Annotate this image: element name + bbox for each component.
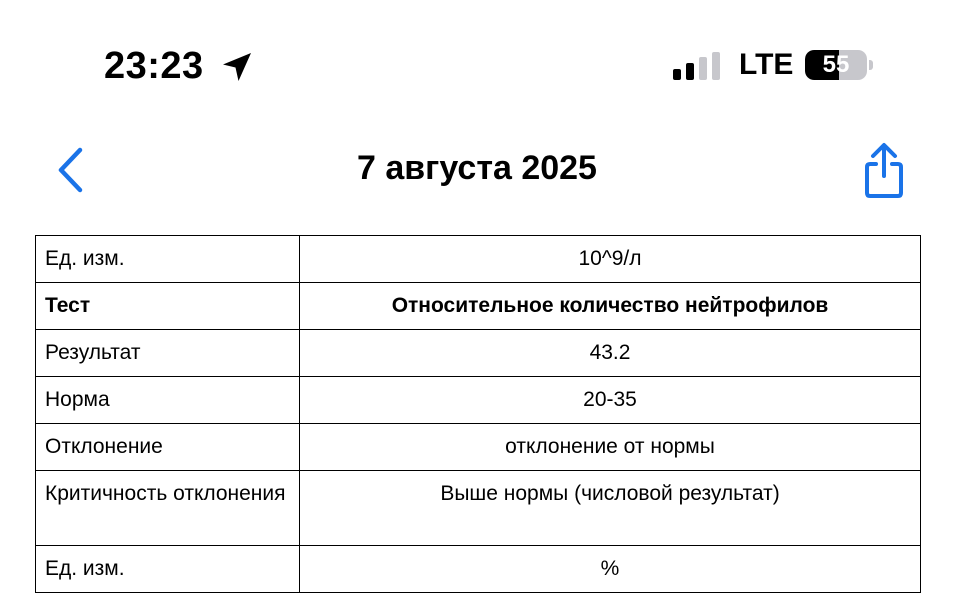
status-time: 23:23: [104, 45, 204, 87]
table-row: [36, 471, 921, 546]
row-label: Результат: [36, 330, 300, 377]
row-value: отклонение от нормы: [300, 424, 921, 471]
table-row: [36, 330, 921, 377]
page-title: 7 августа 2025: [357, 149, 597, 187]
row-label: Ед. изм.: [36, 546, 300, 593]
row-value: Выше нормы (числовой результат): [300, 471, 921, 546]
row-label: Критичность отклонения: [36, 471, 300, 546]
table-row: [36, 377, 921, 424]
row-label: Норма: [36, 377, 300, 424]
row-label: Отклонение: [36, 424, 300, 471]
table-row: [36, 424, 921, 471]
network-type-label: LTE: [739, 48, 794, 81]
row-value: 43.2: [300, 330, 921, 377]
row-value: 10^9/л: [300, 236, 921, 283]
row-value: %: [300, 546, 921, 593]
location-arrow-icon: [220, 50, 254, 84]
battery-percentage: 55: [822, 51, 850, 78]
status-bar: [0, 0, 954, 110]
cellular-signal-icon: [673, 52, 721, 80]
table-row: [36, 283, 921, 330]
row-value: 20-35: [300, 377, 921, 424]
battery-indicator: [805, 50, 867, 80]
share-icon: [856, 140, 912, 200]
battery-tip: [869, 60, 873, 70]
table-row: [36, 546, 921, 593]
row-label: Тест: [36, 283, 300, 330]
results-table: [35, 235, 921, 593]
row-label: Ед. изм.: [36, 236, 300, 283]
navigation-bar: [0, 130, 954, 210]
row-value: Относительное количество нейтрофилов: [300, 283, 921, 330]
table-row: [36, 236, 921, 283]
share-button[interactable]: [856, 140, 912, 200]
